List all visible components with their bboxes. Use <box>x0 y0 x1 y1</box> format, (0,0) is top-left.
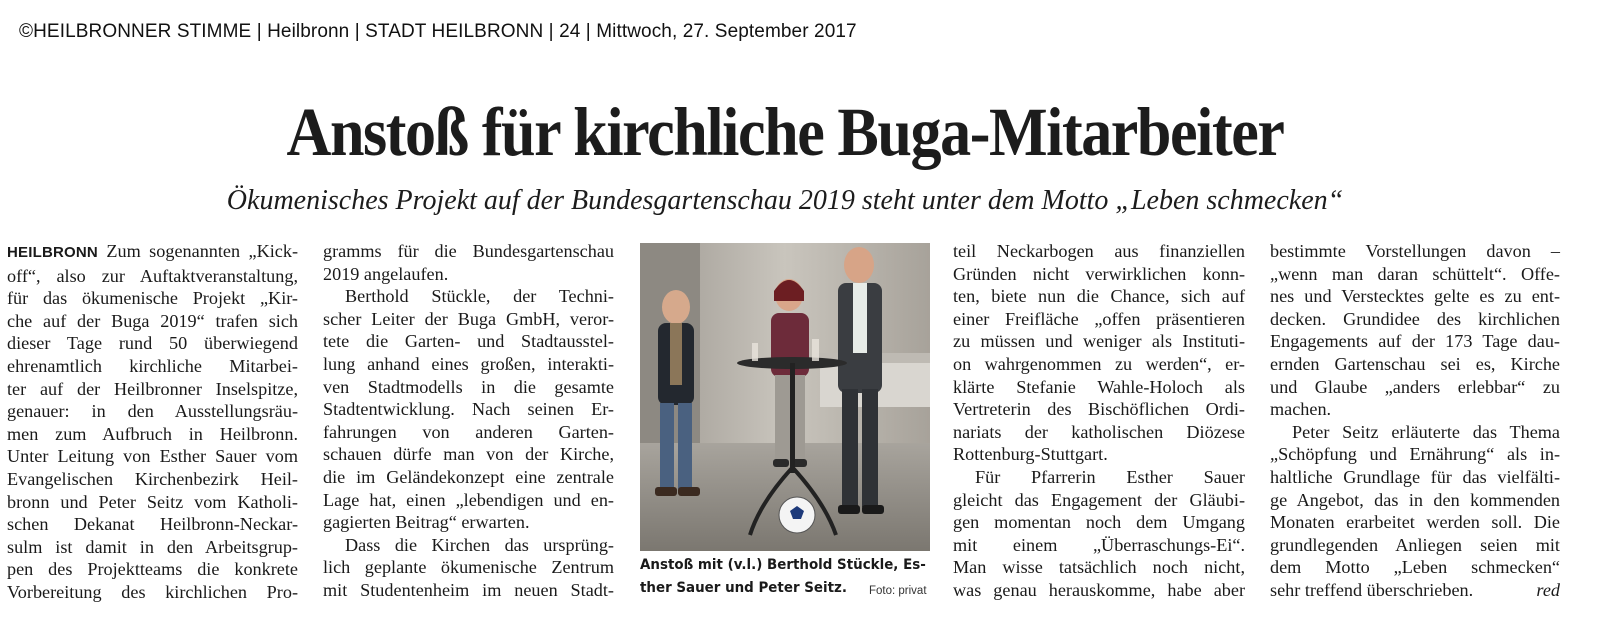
text-line: Lage hat, einen „lebendigen und en- <box>323 489 614 510</box>
text-line <box>7 240 298 265</box>
text-line: Für Pfarrerin Esther Sauer <box>975 466 1245 487</box>
text-line: nes und Verstecktes gelte es zu ent- <box>1270 286 1560 307</box>
text-line: und Glaube „anders erlebbar“ zu <box>1270 376 1560 397</box>
caption-line: Anstoß mit (v.l.) Berthold Stückle, Es- <box>640 556 926 573</box>
text-line: pen des Projektteams die konkrete <box>7 559 298 580</box>
text-line: Evangelischen Kirchenbezirk Heil- <box>7 468 298 489</box>
article-headline: Anstoß für kirchliche Buga-Mitarbeiter <box>286 94 1284 170</box>
text-line: was genau herauskomme, habe aber <box>953 579 1245 600</box>
text-line: Vorbereitung des kirchlichen Pro- <box>7 581 298 602</box>
text-line: ter auf der Heilbronner Inselspitze, <box>7 378 298 399</box>
text-line: Monaten erarbeitet werden soll. Die <box>1270 512 1560 533</box>
text-line: Stadtentwicklung. Nach seinen Er- <box>323 399 614 420</box>
text-line: grundlegenden Anliegen seien mit <box>1270 534 1560 555</box>
text-line: ten, biete nun die Chance, sich auf <box>953 286 1245 307</box>
text-column-1 <box>7 240 298 604</box>
text-line: ehrenamtlich kirchliche Mitarbei- <box>7 355 298 376</box>
text-line: on wahrgenommen zu werden“, er- <box>953 353 1245 374</box>
text-line: einer Freifläche „offen präsentieren <box>953 308 1245 329</box>
text-line: nariats der katholischen Diözese <box>953 421 1245 442</box>
text-column-4 <box>1270 240 1560 602</box>
text-line: Dass die Kirchen das ursprüng- <box>345 534 614 555</box>
author-signature: red <box>1536 579 1560 600</box>
text-line: machen. <box>1270 399 1332 420</box>
text-line <box>1270 579 1560 602</box>
text-line: lung anhand eines großen, interakti- <box>323 353 614 374</box>
text-line: Peter Seitz erläuterte das Thema <box>1292 421 1560 442</box>
text-line: ge Angebot, das in den kommenden <box>1270 489 1560 510</box>
text-line: che auf der Buga 2019“ trafen sich <box>7 310 298 331</box>
text-line: sulm ist damit in den Arbeitsgrup- <box>7 536 298 557</box>
text-line: fahrungen von anderen Garten- <box>323 421 614 442</box>
text-line: genauer: in den Ausstellungsräu- <box>7 401 298 422</box>
text-line: ven Stadtmodells in die gesamte <box>323 376 614 397</box>
text-line: ernden Gartenschau sei es, Kirche <box>1270 353 1560 374</box>
text-line: Vertreterin des Bischöflichen Ordi- <box>953 399 1245 420</box>
text-line: Unter Leitung von Esther Sauer vom <box>7 446 298 467</box>
text-line: gramms für die Bundesgartenschau <box>323 241 614 261</box>
text-line: off“, also zur Auftaktveranstaltung, <box>7 265 298 286</box>
article-photo <box>640 243 930 551</box>
text-line: dem Motto „Leben schmecken“ <box>1270 557 1560 578</box>
text-line: dieser Tage rund 50 überwiegend <box>7 333 298 354</box>
text-line: 2019 angelaufen. <box>323 263 449 284</box>
text-column-3 <box>953 240 1245 602</box>
text-line-content: sehr treffend überschrieben. <box>1270 579 1474 600</box>
text-line: men zum Aufbruch in Heilbronn. <box>7 423 298 444</box>
text-line: teil Neckarbogen aus finanziellen <box>953 241 1245 261</box>
text-line: mit einem „Überraschungs-Ei“. <box>953 534 1245 555</box>
text-line: Rottenburg-Stuttgart. <box>953 444 1108 465</box>
text-line: tete die Garten- und Stadtausstel- <box>323 331 614 352</box>
text-line: lich geplante ökumenische Zentrum <box>323 557 614 578</box>
text-line: bestimmte Vorstellungen davon – <box>1270 241 1560 261</box>
text-line: gen momentan noch dem Umgang <box>953 512 1245 533</box>
text-line: gleicht das Engagement der Gläubi- <box>953 489 1245 510</box>
text-line: „Schöpfung und Ernährung“ als in- <box>1270 444 1560 465</box>
text-line: Berthold Stückle, der Techni- <box>345 286 614 307</box>
text-line-content: Zum sogenannten „Kick- <box>106 241 299 261</box>
text-line: scher Leiter der Buga GmbH, veror- <box>323 308 614 329</box>
article-subheadline: Ökumenisches Projekt auf der Bundesgartenschau 2019 steht unter dem Motto „Leben schmecken“ <box>226 185 1344 216</box>
dateline: HEILBRONN <box>7 244 98 261</box>
text-line: die im Geländekonzept eine zentrale <box>323 466 614 487</box>
text-line: bronn und Peter Seitz vom Katholi- <box>7 491 298 512</box>
newspaper-header: ©HEILBRONNER STIMME | Heilbronn | STADT HEILBRONN | 24 | Mittwoch, 27. September 2017 <box>19 21 857 42</box>
text-line: haltliche Grundlage für das vielfälti- <box>1270 466 1560 487</box>
text-line: schen Dekanat Heilbronn-Neckar- <box>7 514 298 535</box>
text-line: schauen dürfe man von der Kirche, <box>323 444 614 465</box>
text-line: mit Studentenheim im neuen Stadt- <box>323 579 614 600</box>
text-line: decken. Grundidee des kirchlichen <box>1270 308 1560 329</box>
text-line: Engagements auf der 173 Tage dau- <box>1270 331 1560 352</box>
text-column-2 <box>323 240 614 602</box>
text-line: Man wisse tatsächlich noch nicht, <box>953 557 1245 578</box>
photo-credit: Foto: privat <box>869 585 927 597</box>
photo-illustration <box>640 243 930 551</box>
text-line: „wenn man daran schüttelt“. Offe- <box>1270 263 1560 284</box>
text-line: klärte Stefanie Wahle-Holoch als <box>953 376 1245 397</box>
caption-line: ther Sauer und Peter Seitz. <box>640 578 847 596</box>
text-line: zu müssen und weniger als Instituti- <box>953 331 1245 352</box>
text-line: Gründen nicht verwirklichen konn- <box>953 263 1245 284</box>
text-line: für das ökumenische Projekt „Kir- <box>7 288 298 309</box>
text-line: gagierten Beitrag“ erwarten. <box>323 512 530 533</box>
